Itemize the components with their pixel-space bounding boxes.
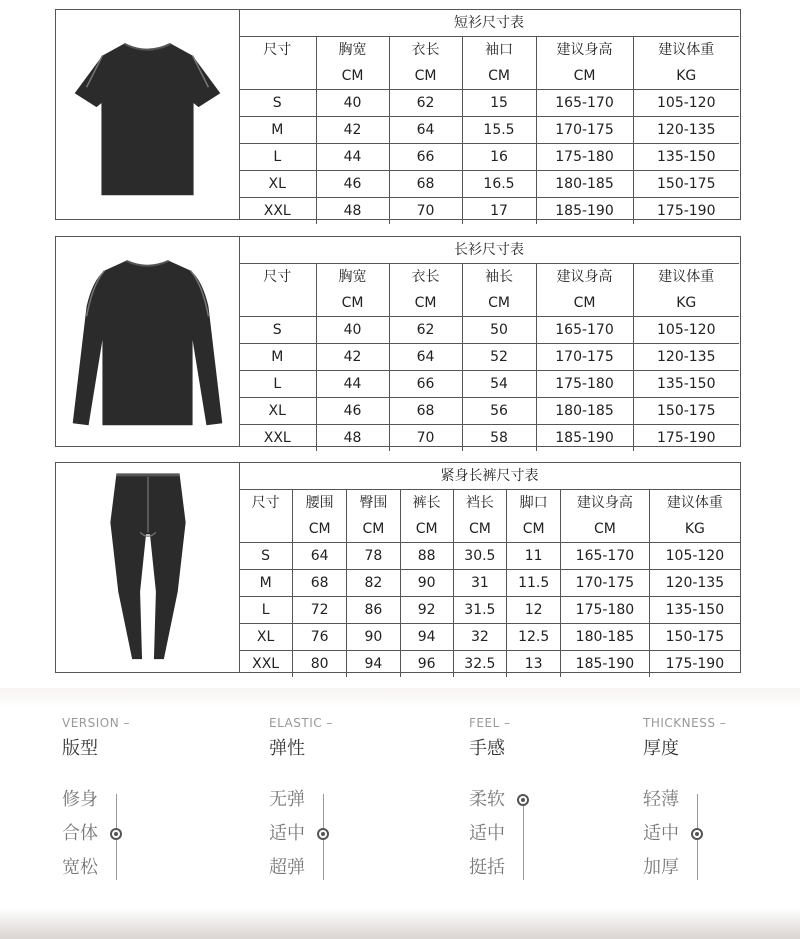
feature-elastic-cn: 弹性 bbox=[269, 738, 305, 759]
table-cell: 32.5 bbox=[453, 651, 507, 678]
feature-feel-en: FEEL – bbox=[469, 716, 511, 730]
table-cell: L bbox=[239, 144, 316, 171]
long-sleeve-shirt-icon bbox=[56, 237, 239, 446]
feature-version bbox=[62, 716, 130, 760]
feature-version-cn: 版型 bbox=[62, 738, 98, 759]
column-header: 裤长 bbox=[400, 490, 453, 517]
table-cell: 94 bbox=[400, 624, 453, 651]
table-cell: 13 bbox=[507, 651, 561, 678]
table-cell: 92 bbox=[400, 597, 453, 624]
table-title-row bbox=[239, 10, 739, 37]
column-unit: CM bbox=[561, 516, 650, 543]
table-header-row bbox=[239, 490, 740, 517]
table-title: 短衫尺寸表 bbox=[239, 10, 739, 37]
table-cell: 175-190 bbox=[649, 651, 740, 678]
column-header: 衣长 bbox=[389, 264, 462, 291]
table-row bbox=[239, 171, 739, 198]
table-cell: 175-180 bbox=[536, 371, 633, 398]
table-cell: S bbox=[239, 90, 316, 117]
table-title-row bbox=[239, 237, 739, 264]
scale-rail bbox=[523, 794, 524, 880]
column-header: 胸宽 bbox=[316, 264, 389, 291]
table-cell: 15 bbox=[462, 90, 536, 117]
table-cell: 64 bbox=[389, 117, 462, 144]
table-unit-row bbox=[239, 290, 739, 317]
table-cell: XL bbox=[239, 624, 293, 651]
column-unit: CM bbox=[389, 290, 462, 317]
table-cell: 40 bbox=[316, 317, 389, 344]
table-cell: 64 bbox=[389, 344, 462, 371]
table-cell: L bbox=[239, 597, 293, 624]
table-cell: 16.5 bbox=[462, 171, 536, 198]
table-cell: 12 bbox=[507, 597, 561, 624]
column-header: 袖长 bbox=[462, 264, 536, 291]
table-row bbox=[239, 543, 740, 570]
table-title: 长衫尺寸表 bbox=[239, 237, 739, 264]
table-cell: 42 bbox=[316, 344, 389, 371]
table-cell: 170-175 bbox=[561, 570, 650, 597]
short-sleeve-shirt-icon bbox=[56, 10, 239, 219]
table-cell: 185-190 bbox=[561, 651, 650, 678]
column-header: 尺寸 bbox=[239, 264, 316, 291]
table-cell: 15.5 bbox=[462, 117, 536, 144]
scale-option: 超弹 bbox=[269, 857, 305, 878]
table-cell: L bbox=[239, 371, 316, 398]
table-cell: M bbox=[239, 344, 316, 371]
table-cell: 12.5 bbox=[507, 624, 561, 651]
short-sleeve-shirt-image bbox=[56, 10, 240, 219]
table-row bbox=[239, 624, 740, 651]
table-cell: 165-170 bbox=[561, 543, 650, 570]
table-cell: 88 bbox=[400, 543, 453, 570]
scale-option: 加厚 bbox=[643, 857, 679, 878]
table-header-row bbox=[239, 37, 739, 64]
table-cell: 90 bbox=[347, 624, 401, 651]
table-row bbox=[239, 570, 740, 597]
feel-scale bbox=[469, 788, 589, 888]
table-cell: 105-120 bbox=[633, 317, 739, 344]
table-cell: 62 bbox=[389, 90, 462, 117]
table-row bbox=[239, 398, 739, 425]
scale-option: 修身 bbox=[62, 789, 98, 810]
table-unit-row bbox=[239, 63, 739, 90]
column-unit bbox=[239, 516, 293, 543]
table-cell: 175-180 bbox=[561, 597, 650, 624]
short-sleeve-table bbox=[239, 10, 739, 224]
table-row bbox=[239, 144, 739, 171]
table-cell: 185-190 bbox=[536, 425, 633, 452]
table-cell: 165-170 bbox=[536, 317, 633, 344]
column-unit: CM bbox=[293, 516, 347, 543]
table-cell: XXL bbox=[239, 198, 316, 225]
table-cell: 90 bbox=[400, 570, 453, 597]
column-unit: CM bbox=[347, 516, 401, 543]
scale-option: 柔软 bbox=[469, 789, 505, 810]
table-cell: 64 bbox=[293, 543, 347, 570]
table-cell: 165-170 bbox=[536, 90, 633, 117]
table-cell: 150-175 bbox=[633, 398, 739, 425]
table-cell: 46 bbox=[316, 171, 389, 198]
table-cell: 96 bbox=[400, 651, 453, 678]
table-row bbox=[239, 90, 739, 117]
scale-option: 合体 bbox=[62, 823, 98, 844]
thickness-scale bbox=[643, 788, 763, 888]
feature-thickness bbox=[643, 716, 726, 760]
table-cell: XL bbox=[239, 171, 316, 198]
table-cell: 180-185 bbox=[536, 398, 633, 425]
table-cell: XXL bbox=[239, 651, 293, 678]
feature-feel bbox=[469, 716, 511, 760]
table-cell: S bbox=[239, 543, 293, 570]
table-row bbox=[239, 425, 739, 452]
tights-icon bbox=[56, 463, 239, 672]
table-cell: 11.5 bbox=[507, 570, 561, 597]
table-cell: 82 bbox=[347, 570, 401, 597]
column-header: 建议身高 bbox=[536, 37, 633, 64]
table-cell: M bbox=[239, 570, 293, 597]
table-cell: 44 bbox=[316, 144, 389, 171]
feature-thickness-en: THICKNESS – bbox=[643, 716, 727, 730]
long-sleeve-table bbox=[239, 237, 739, 451]
table-cell: 76 bbox=[293, 624, 347, 651]
table-cell: 175-180 bbox=[536, 144, 633, 171]
scale-option: 无弹 bbox=[269, 789, 305, 810]
table-cell: S bbox=[239, 317, 316, 344]
column-unit: KG bbox=[633, 290, 739, 317]
table-cell: 66 bbox=[389, 371, 462, 398]
table-cell: 150-175 bbox=[649, 624, 740, 651]
table-cell: 44 bbox=[316, 371, 389, 398]
table-cell: 86 bbox=[347, 597, 401, 624]
table-cell: 58 bbox=[462, 425, 536, 452]
table-row bbox=[239, 344, 739, 371]
column-header: 尺寸 bbox=[239, 490, 293, 517]
scale-option: 适中 bbox=[269, 823, 305, 844]
column-unit: CM bbox=[536, 63, 633, 90]
table-cell: 180-185 bbox=[561, 624, 650, 651]
table-cell: 62 bbox=[389, 317, 462, 344]
table-cell: 31 bbox=[453, 570, 507, 597]
table-row bbox=[239, 651, 740, 678]
column-unit: CM bbox=[316, 63, 389, 90]
table-cell: 68 bbox=[389, 171, 462, 198]
column-unit: CM bbox=[400, 516, 453, 543]
long-sleeve-size-chart bbox=[55, 236, 741, 447]
table-cell: 70 bbox=[389, 425, 462, 452]
table-cell: 105-120 bbox=[633, 90, 739, 117]
table-cell: 56 bbox=[462, 398, 536, 425]
column-unit: KG bbox=[633, 63, 739, 90]
table-unit-row bbox=[239, 516, 740, 543]
table-row bbox=[239, 317, 739, 344]
feature-elastic-en: ELASTIC – bbox=[269, 716, 333, 730]
feature-elastic bbox=[269, 716, 333, 760]
column-unit: KG bbox=[649, 516, 740, 543]
table-cell: 135-150 bbox=[633, 371, 739, 398]
column-unit bbox=[239, 63, 316, 90]
table-row bbox=[239, 198, 739, 225]
short-sleeve-size-chart bbox=[55, 9, 741, 220]
scale-option: 宽松 bbox=[62, 857, 98, 878]
tights-image bbox=[56, 463, 240, 672]
table-cell: 54 bbox=[462, 371, 536, 398]
table-cell: 72 bbox=[293, 597, 347, 624]
table-title: 紧身长裤尺寸表 bbox=[239, 463, 740, 490]
table-cell: XXL bbox=[239, 425, 316, 452]
table-cell: 46 bbox=[316, 398, 389, 425]
table-cell: 68 bbox=[389, 398, 462, 425]
scale-option: 适中 bbox=[643, 823, 679, 844]
column-header: 裆长 bbox=[453, 490, 507, 517]
table-cell: 17 bbox=[462, 198, 536, 225]
column-unit: CM bbox=[389, 63, 462, 90]
table-header-row bbox=[239, 264, 739, 291]
scale-option: 轻薄 bbox=[643, 789, 679, 810]
feature-thickness-cn: 厚度 bbox=[643, 738, 679, 759]
column-unit: CM bbox=[536, 290, 633, 317]
column-unit: CM bbox=[507, 516, 561, 543]
table-cell: XL bbox=[239, 398, 316, 425]
table-cell: 68 bbox=[293, 570, 347, 597]
table-cell: 40 bbox=[316, 90, 389, 117]
column-header: 腰围 bbox=[293, 490, 347, 517]
table-cell: 66 bbox=[389, 144, 462, 171]
table-row bbox=[239, 597, 740, 624]
table-cell: 175-190 bbox=[633, 198, 739, 225]
feature-feel-cn: 手感 bbox=[469, 738, 505, 759]
table-cell: 48 bbox=[316, 425, 389, 452]
table-cell: M bbox=[239, 117, 316, 144]
column-header: 建议体重 bbox=[649, 490, 740, 517]
table-cell: 94 bbox=[347, 651, 401, 678]
table-cell: 105-120 bbox=[649, 543, 740, 570]
table-cell: 180-185 bbox=[536, 171, 633, 198]
scale-marker bbox=[317, 828, 329, 840]
table-cell: 42 bbox=[316, 117, 389, 144]
table-cell: 31.5 bbox=[453, 597, 507, 624]
tights-table bbox=[239, 463, 740, 677]
table-cell: 175-190 bbox=[633, 425, 739, 452]
long-sleeve-shirt-image bbox=[56, 237, 240, 446]
table-cell: 32 bbox=[453, 624, 507, 651]
table-cell: 16 bbox=[462, 144, 536, 171]
scale-option: 挺括 bbox=[469, 857, 505, 878]
feature-version-en: VERSION – bbox=[62, 716, 131, 730]
fabric-features bbox=[0, 688, 800, 939]
column-unit: CM bbox=[453, 516, 507, 543]
scale-marker bbox=[110, 828, 122, 840]
scale-marker bbox=[517, 794, 529, 806]
table-cell: 150-175 bbox=[633, 171, 739, 198]
column-header: 建议体重 bbox=[633, 264, 739, 291]
column-unit: CM bbox=[462, 290, 536, 317]
scale-marker bbox=[691, 828, 703, 840]
scale-option: 适中 bbox=[469, 823, 505, 844]
version-scale bbox=[62, 788, 182, 888]
table-cell: 70 bbox=[389, 198, 462, 225]
table-title-row bbox=[239, 463, 740, 490]
table-row bbox=[239, 117, 739, 144]
table-cell: 52 bbox=[462, 344, 536, 371]
column-unit bbox=[239, 290, 316, 317]
column-unit: CM bbox=[316, 290, 389, 317]
table-cell: 170-175 bbox=[536, 117, 633, 144]
table-cell: 11 bbox=[507, 543, 561, 570]
table-cell: 120-135 bbox=[649, 570, 740, 597]
table-cell: 170-175 bbox=[536, 344, 633, 371]
column-header: 臀围 bbox=[347, 490, 401, 517]
column-header: 脚口 bbox=[507, 490, 561, 517]
table-cell: 185-190 bbox=[536, 198, 633, 225]
column-header: 胸宽 bbox=[316, 37, 389, 64]
column-header: 建议身高 bbox=[536, 264, 633, 291]
column-header: 建议身高 bbox=[561, 490, 650, 517]
column-header: 尺寸 bbox=[239, 37, 316, 64]
column-header: 衣长 bbox=[389, 37, 462, 64]
table-cell: 30.5 bbox=[453, 543, 507, 570]
table-cell: 80 bbox=[293, 651, 347, 678]
table-cell: 120-135 bbox=[633, 344, 739, 371]
table-cell: 135-150 bbox=[633, 144, 739, 171]
tights-size-chart bbox=[55, 462, 741, 673]
table-cell: 120-135 bbox=[633, 117, 739, 144]
table-cell: 78 bbox=[347, 543, 401, 570]
column-header: 建议体重 bbox=[633, 37, 739, 64]
table-cell: 135-150 bbox=[649, 597, 740, 624]
table-cell: 48 bbox=[316, 198, 389, 225]
table-cell: 50 bbox=[462, 317, 536, 344]
table-row bbox=[239, 371, 739, 398]
column-header: 袖口 bbox=[462, 37, 536, 64]
elastic-scale bbox=[269, 788, 389, 888]
column-unit: CM bbox=[462, 63, 536, 90]
